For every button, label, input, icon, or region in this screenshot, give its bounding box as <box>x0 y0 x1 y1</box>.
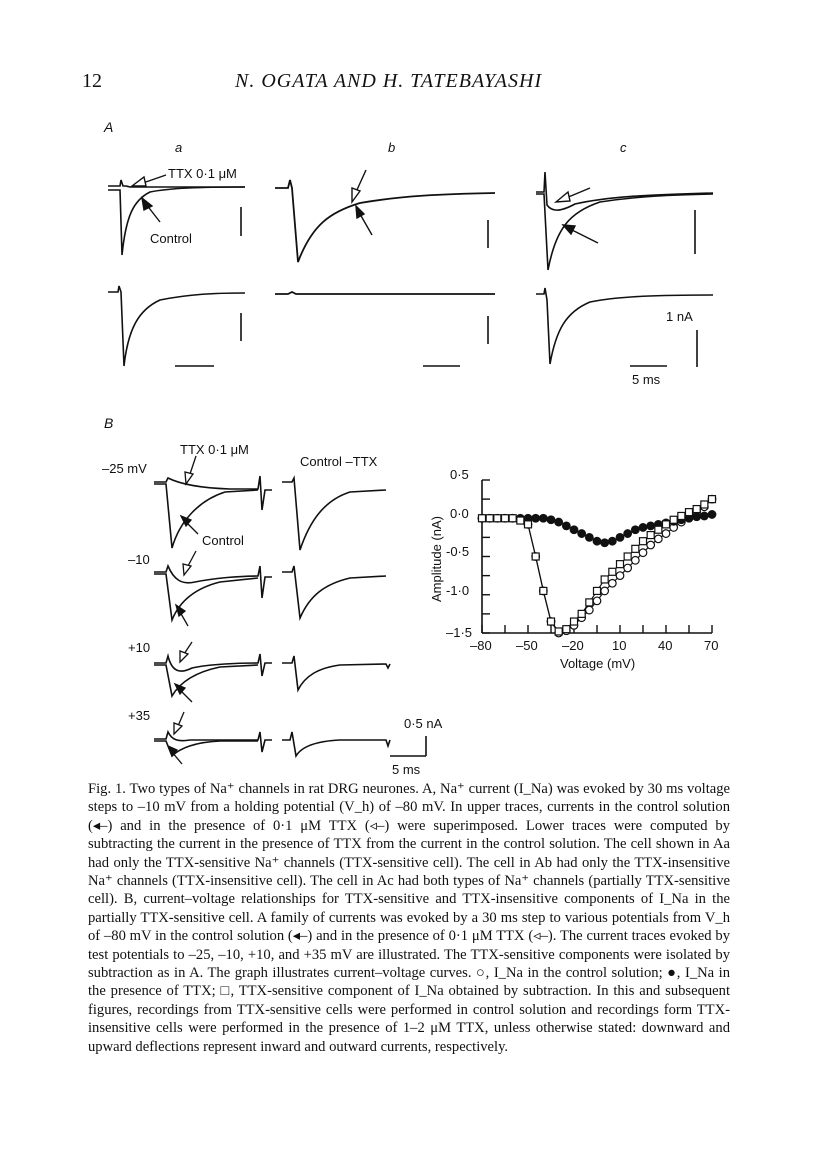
iv-point-s1-9 <box>547 516 555 524</box>
iv-chart <box>429 467 718 671</box>
ac-open-arrow <box>556 188 590 202</box>
iv-point-s2-29 <box>701 501 708 508</box>
b-minus25-open-arrow <box>185 456 196 484</box>
figure-caption <box>88 780 730 1056</box>
b-potential-minus25: –25 mV <box>102 461 147 476</box>
iv-point-s0-20 <box>632 557 640 565</box>
panel-a-sub-a: a <box>175 140 183 155</box>
iv-ytick-4: –1·5 <box>446 625 473 640</box>
iv-point-s1-22 <box>647 522 655 530</box>
ac-filled-arrow <box>563 225 598 243</box>
iv-xlabel: Voltage (mV) <box>560 656 636 671</box>
panel-a-label: A <box>104 119 114 135</box>
iv-xtick-1: –50 <box>516 638 538 653</box>
iv-xtick-0: –80 <box>470 638 492 653</box>
iv-point-s2-12 <box>571 618 578 625</box>
iv-point-s2-21 <box>640 538 647 545</box>
iv-xtick-3: 10 <box>612 638 627 653</box>
iv-point-s1-13 <box>578 530 586 538</box>
iv-ytick-0: 0·5 <box>450 467 469 482</box>
a-scale-current-label: 1 nA <box>666 309 693 324</box>
b-minus10-open-arrow <box>183 551 196 575</box>
iv-point-s1-19 <box>624 530 632 538</box>
ab-filled-arrow <box>356 206 372 235</box>
iv-point-s2-19 <box>624 553 631 560</box>
b-potential-minus10: –10 <box>128 552 150 567</box>
iv-point-s2-16 <box>601 576 608 583</box>
iv-point-s2-27 <box>686 509 693 516</box>
iv-point-s0-18 <box>616 572 624 580</box>
b-control-minus-ttx: Control –TTX <box>300 454 378 469</box>
iv-point-s2-23 <box>655 526 662 533</box>
iv-ytick-3: -1·0 <box>446 583 470 598</box>
iv-point-s0-21 <box>639 549 647 557</box>
iv-xtick-2: –20 <box>562 638 584 653</box>
iv-point-s2-26 <box>678 512 685 519</box>
iv-ytick-1: 0·0 <box>450 506 469 521</box>
iv-xtick-4: 40 <box>658 638 673 653</box>
iv-point-s0-22 <box>647 541 655 549</box>
iv-point-s2-4 <box>509 515 516 522</box>
iv-point-s0-15 <box>593 597 601 605</box>
page-number: 12 <box>82 70 102 92</box>
iv-point-s1-12 <box>570 526 578 534</box>
iv-ytick-2: -0·5 <box>446 544 470 559</box>
b-potential-plus35: +35 <box>128 708 151 723</box>
caption-text: Fig. 1. Two types of Na⁺ channels in rat DRG neurones. A, Na⁺ current (I_Na) was evoked by 30 ms voltage steps to –10 mV from a holding potential (V_h) of –80 mV. In upper traces, currents in the control solution (◂–) and in the presence of 0·1 μM TTX (◃–) were superimposed. Lower traces were computed by subtracting the current in the presence of TTX from the current in the control solution. The cell shown in Aa had only the TTX-sensitive Na⁺ channels (TTX-sensitive cell). The cell in Ab had only the TTX-insensitive Na⁺ channels (TTX-insensitive cell). The cell in Ac had both types of Na⁺ channels (partially TTX-sensitive cell). B, current–voltage relationships for TTX-sensitive and TTX-insensitive components of I_Na in the partially TTX-sensitive cell. A family of currents was evoked by a 30 ms step to various potentials from V_h of –80 mV in the control solution (◂–) and in the presence of 0·1 μM TTX (◃–). The current traces evoked by test potentials to –25, –10, +10, and +35 mV are illustrated. The TTX-sensitive components were isolated by subtraction as in A. The graph illustrates current–voltage curves. ○, I_Na in the control solution; ●, I_Na in the presence of TTX; □, TTX-sensitive component of I_Na obtained by subtraction. In this and subsequent figures, recordings from TTX-sensitive cells were performed in control solution and recordings form TTX-insensitive cells were performed in the presence of 1–2 μM TTX, unless otherwise stated: downward and upward deflections represent inward and outward currents, respectively. <box>88 781 730 1055</box>
iv-point-s2-25 <box>670 516 677 523</box>
iv-point-s1-15 <box>593 537 601 545</box>
iv-point-s1-17 <box>609 537 617 545</box>
panel-a-sub-c: c <box>620 140 627 155</box>
iv-point-s2-9 <box>548 618 555 625</box>
trace-ab-bottom <box>275 292 495 294</box>
aa-filled-arrow <box>142 198 160 222</box>
trace-ab-top <box>275 180 495 262</box>
b-plus35-filled-arrow <box>168 746 182 764</box>
b-row-plus35 <box>154 732 390 756</box>
b-row-plus10 <box>154 654 390 696</box>
panel-a-sub-b: b <box>388 140 396 155</box>
iv-point-s2-20 <box>632 545 639 552</box>
iv-point-s2-1 <box>486 515 493 522</box>
iv-point-s1-7 <box>532 514 540 522</box>
iv-point-s2-8 <box>540 587 547 594</box>
iv-point-s2-0 <box>479 515 486 522</box>
trace-aa-bottom <box>108 286 245 366</box>
iv-point-s0-23 <box>655 535 663 543</box>
iv-point-s1-21 <box>639 524 647 532</box>
iv-point-s1-30 <box>708 511 716 519</box>
trace-ac-top <box>536 172 713 270</box>
iv-point-s2-15 <box>594 587 601 594</box>
trace-ac-bottom <box>536 288 713 364</box>
aa-control-label: Control <box>150 231 192 246</box>
iv-point-s2-30 <box>709 496 716 503</box>
iv-point-s2-11 <box>563 626 570 633</box>
a-scale-time-label: 5 ms <box>632 372 661 387</box>
iv-point-s2-28 <box>693 506 700 513</box>
b-ttx-label: TTX 0·1 μM <box>180 442 249 457</box>
iv-point-s2-5 <box>517 517 524 524</box>
iv-point-s1-10 <box>555 518 563 526</box>
b-control-label: Control <box>202 533 244 548</box>
b-potential-plus10: +10 <box>128 640 151 655</box>
iv-point-s1-14 <box>586 534 594 542</box>
iv-point-s1-29 <box>701 512 709 520</box>
b-plus35-open-arrow <box>174 712 184 734</box>
iv-ylabel: Amplitude (nA) <box>429 516 444 602</box>
iv-point-s2-10 <box>555 628 562 635</box>
b-minus25-filled-arrow <box>181 516 198 534</box>
iv-point-s0-16 <box>601 587 609 595</box>
b-row-minus25 <box>154 476 386 550</box>
iv-point-s2-22 <box>647 532 654 539</box>
iv-point-s1-11 <box>563 522 571 530</box>
iv-point-s2-6 <box>525 521 532 528</box>
iv-point-s1-18 <box>616 534 624 542</box>
b-plus10-open-arrow <box>180 642 192 662</box>
aa-open-arrow <box>132 175 166 186</box>
running-header: N. OGATA AND H. TATEBAYASHI <box>235 70 543 92</box>
b-plus10-filled-arrow <box>175 684 192 702</box>
b-minus10-filled-arrow <box>176 605 188 626</box>
iv-point-s0-17 <box>609 579 617 587</box>
iv-point-s2-13 <box>578 610 585 617</box>
iv-xtick-5: 70 <box>704 638 719 653</box>
iv-point-s1-16 <box>601 539 609 547</box>
ab-open-arrow <box>352 170 366 202</box>
panel-b-label: B <box>104 415 114 431</box>
iv-point-s0-19 <box>624 564 632 572</box>
iv-point-s1-8 <box>540 514 548 522</box>
iv-point-s2-7 <box>532 553 539 560</box>
iv-point-s1-28 <box>693 513 701 521</box>
b-scale-current-label: 0·5 nA <box>404 716 443 731</box>
iv-point-s2-14 <box>586 599 593 606</box>
iv-point-s0-24 <box>662 530 670 538</box>
b-row-minus10 <box>154 566 386 620</box>
b-scale-time-label: 5 ms <box>392 762 421 777</box>
iv-point-s1-20 <box>632 526 640 534</box>
iv-point-s2-3 <box>502 515 509 522</box>
iv-point-s2-18 <box>617 561 624 568</box>
iv-point-s2-17 <box>609 568 616 575</box>
iv-point-s2-2 <box>494 515 501 522</box>
iv-point-s2-24 <box>663 521 670 528</box>
aa-ttx-label: TTX 0·1 μM <box>168 166 237 181</box>
